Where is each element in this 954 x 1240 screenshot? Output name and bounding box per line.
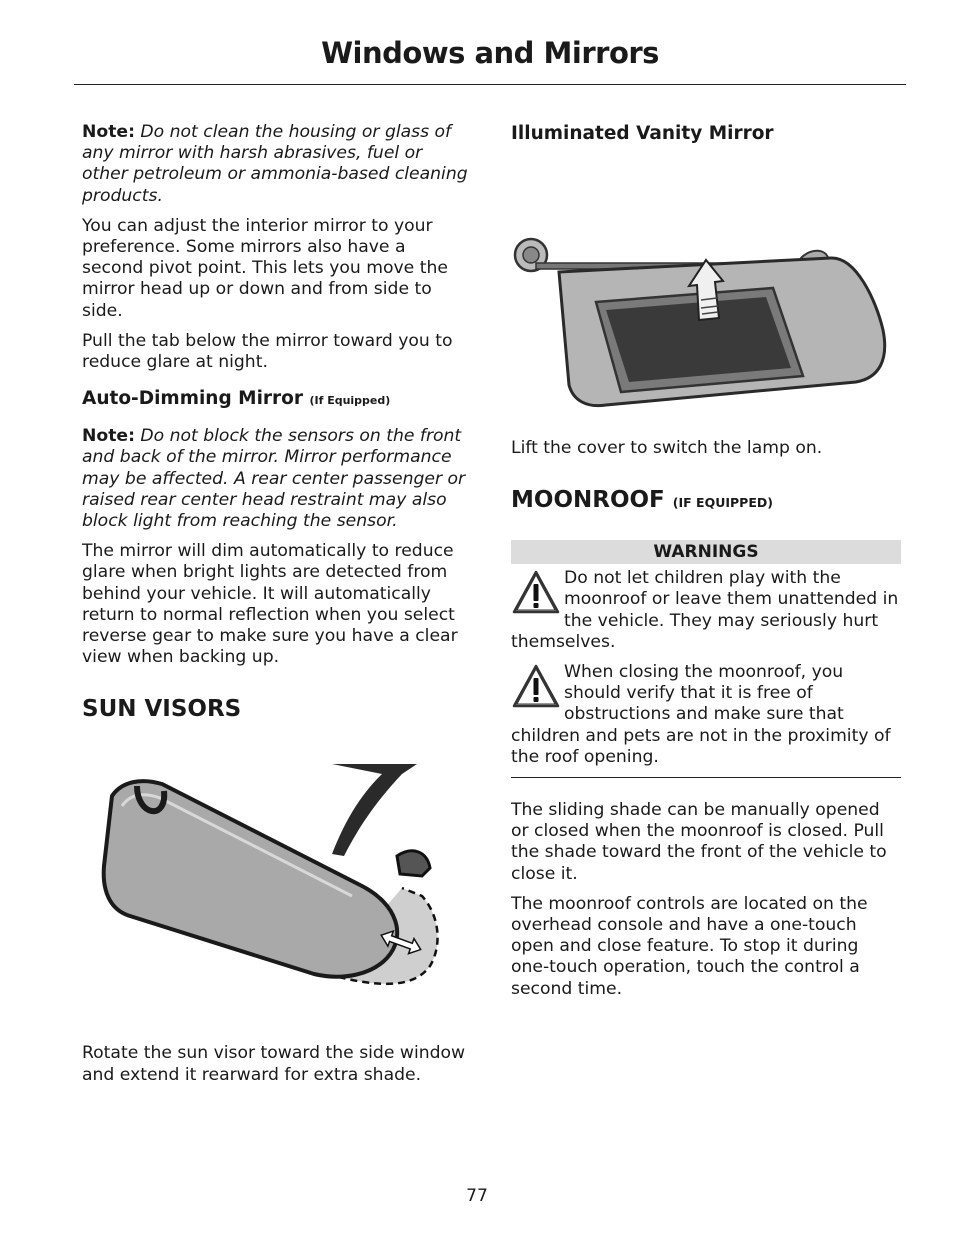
paragraph-lift-cover: Lift the cover to switch the lamp on. — [511, 438, 823, 458]
left-column — [82, 122, 472, 1095]
vanity-mirror-icon — [511, 160, 901, 410]
paragraph-sliding-shade: The sliding shade can be manually opened or closed when the moonroof is closed. Pull the shade toward the front of the vehicle to close it. — [511, 800, 887, 884]
right-column — [511, 122, 901, 1009]
note-text: Do not block the sensors on the front and back of the mirror. Mirror performance may be affected. A rear center passenger or raised rear center head restraint may also block light from reaching the sensor. — [82, 426, 466, 532]
page-number: 77 — [466, 1186, 488, 1206]
paragraph-auto-dim: The mirror will dim automatically to reduce glare when bright lights are detected from behind your vehicle. It will automatically return to normal reflection when you select reverse gear to make sure you have a clear view when backing up. — [82, 541, 458, 668]
title-divider — [74, 84, 906, 85]
warnings-title: WARNINGS — [511, 540, 901, 564]
warning-item — [511, 662, 901, 768]
paragraph-adjust-mirror: You can adjust the interior mirror to your preference. Some mirrors also have a second pivot point. This lets you move the mirror head up or down and from side to side. — [82, 215, 448, 321]
heading-sun-visors: SUN VISORS — [82, 696, 242, 723]
note-label: Note: — [82, 426, 135, 447]
warning-triangle-icon — [511, 569, 561, 615]
paragraph-rotate-visor: Rotate the sun visor toward the side window and extend it rearward for extra shade. — [82, 1043, 466, 1085]
sun-visor-illustration — [82, 746, 472, 1031]
heading-moonroof — [511, 485, 901, 518]
paragraph-pull-tab: Pull the tab below the mirror toward you to reduce glare at night. — [82, 330, 453, 373]
warning-triangle-icon — [511, 663, 561, 709]
heading-auto-dimming — [82, 387, 472, 413]
heading-vanity-mirror: Illuminated Vanity Mirror — [511, 123, 774, 144]
paragraph-moonroof-controls: The moonroof controls are located on the overhead console and have a one-touch open and close feature. To stop it during one-touch operation, touch the control a second time. — [511, 893, 868, 999]
sun-visor-icon — [82, 746, 472, 1031]
note-label: Note: — [82, 122, 135, 142]
warning-text: Do not let children play with the moonroof or leave them unattended in the vehicle. They may seriously hurt themselves. — [511, 568, 899, 652]
warning-text: When closing the moonroof, you should verify that it is free of obstructions and make sure that children and pets are not in the proximity of the roof opening. — [511, 662, 891, 767]
note-text: Do not clean the housing or glass of any mirror with harsh abrasives, fuel or other petroleum or ammonia-based cleaning products. — [82, 122, 468, 206]
note-sensors — [82, 426, 472, 532]
heading-auto-dimming-text: Auto-Dimming Mirror — [82, 388, 303, 410]
warnings-divider — [511, 777, 901, 778]
heading-moonroof-text: MOONROOF — [511, 487, 665, 514]
if-equipped-tag: (IF EQUIPPED) — [672, 495, 773, 511]
note-cleaning — [82, 122, 472, 207]
page-title: Windows and Mirrors — [321, 36, 659, 70]
if-equipped-tag: (If Equipped) — [309, 394, 391, 408]
vanity-mirror-illustration — [511, 160, 901, 410]
warning-item — [511, 568, 901, 653]
